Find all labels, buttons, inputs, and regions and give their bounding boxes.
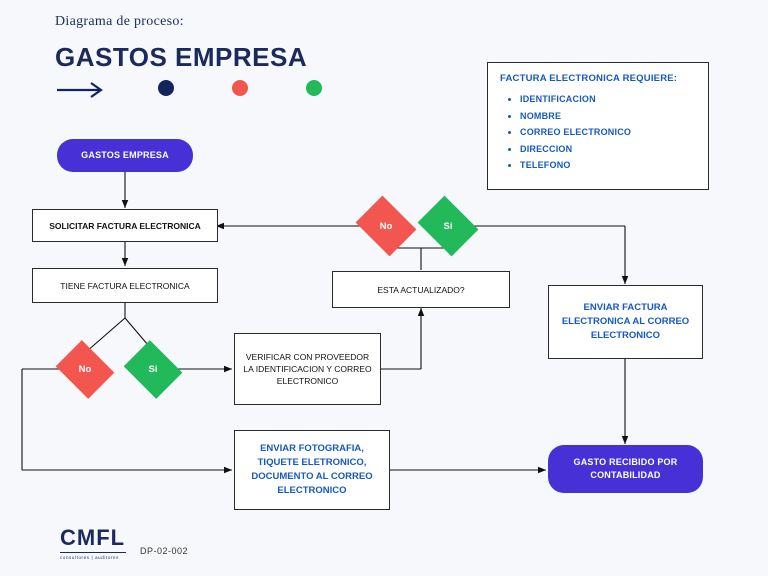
node-start[interactable]: GASTOS EMPRESA [57,139,193,172]
document-code: DP-02-002 [140,546,189,556]
node-solicitar-factura[interactable]: SOLICITAR FACTURA ELECTRONICA [32,209,218,242]
node-enviar-fotografia[interactable]: ENVIAR FOTOGRAFIA, TIQUETE ELETRONICO, DOCUMENTO AL CORREO ELECTRONICO [234,430,390,510]
list-item: • TELEFONO [520,157,696,174]
logo-text: CMFL [60,525,126,550]
list-item: • NOMBRE [520,108,696,125]
node-verificar-proveedor[interactable]: VERIFICAR CON PROVEEDOR LA IDENTIFICACION Y CORREO ELECTRONICO [234,333,381,405]
diagram-subtitle: Diagrama de proceso: [55,14,184,29]
decision-label: Si [443,220,453,232]
node-tiene-factura[interactable]: TIENE FACTURA ELECTRONICA [32,268,218,303]
logo-subtext: consultores | auditores [60,552,126,560]
requirements-title: FACTURA ELECTRONICA REQUIERE: [500,73,678,84]
page-title: GASTOS EMPRESA [55,42,308,72]
company-logo [60,525,126,560]
arrow-decoration-icon [55,78,107,102]
list-item: • IDENTIFICACION [520,91,696,108]
decision-no-bottom[interactable] [62,351,108,388]
node-esta-actualizado[interactable]: ESTA ACTUALIZADO? [332,271,510,308]
legend-dot-navy [158,80,174,96]
decision-si-top[interactable] [424,207,472,245]
decision-si-bottom[interactable] [130,351,176,388]
requirements-panel [487,62,709,190]
decision-no-top[interactable] [362,207,410,245]
requirements-list [500,91,696,174]
decision-label: Si [148,364,158,375]
decision-label: No [379,220,393,232]
decision-label: No [78,364,92,375]
legend-dot-red [232,80,248,96]
list-item: • DIRECCION [520,141,696,158]
node-gasto-recibido[interactable]: GASTO RECIBIDO POR CONTABILIDAD [548,445,703,493]
node-enviar-factura-electronica[interactable]: ENVIAR FACTURA ELECTRONICA AL CORREO ELECTRONICO [548,285,703,359]
list-item: • CORREO ELECTRONICO [520,124,696,141]
legend-dot-green [306,80,322,96]
